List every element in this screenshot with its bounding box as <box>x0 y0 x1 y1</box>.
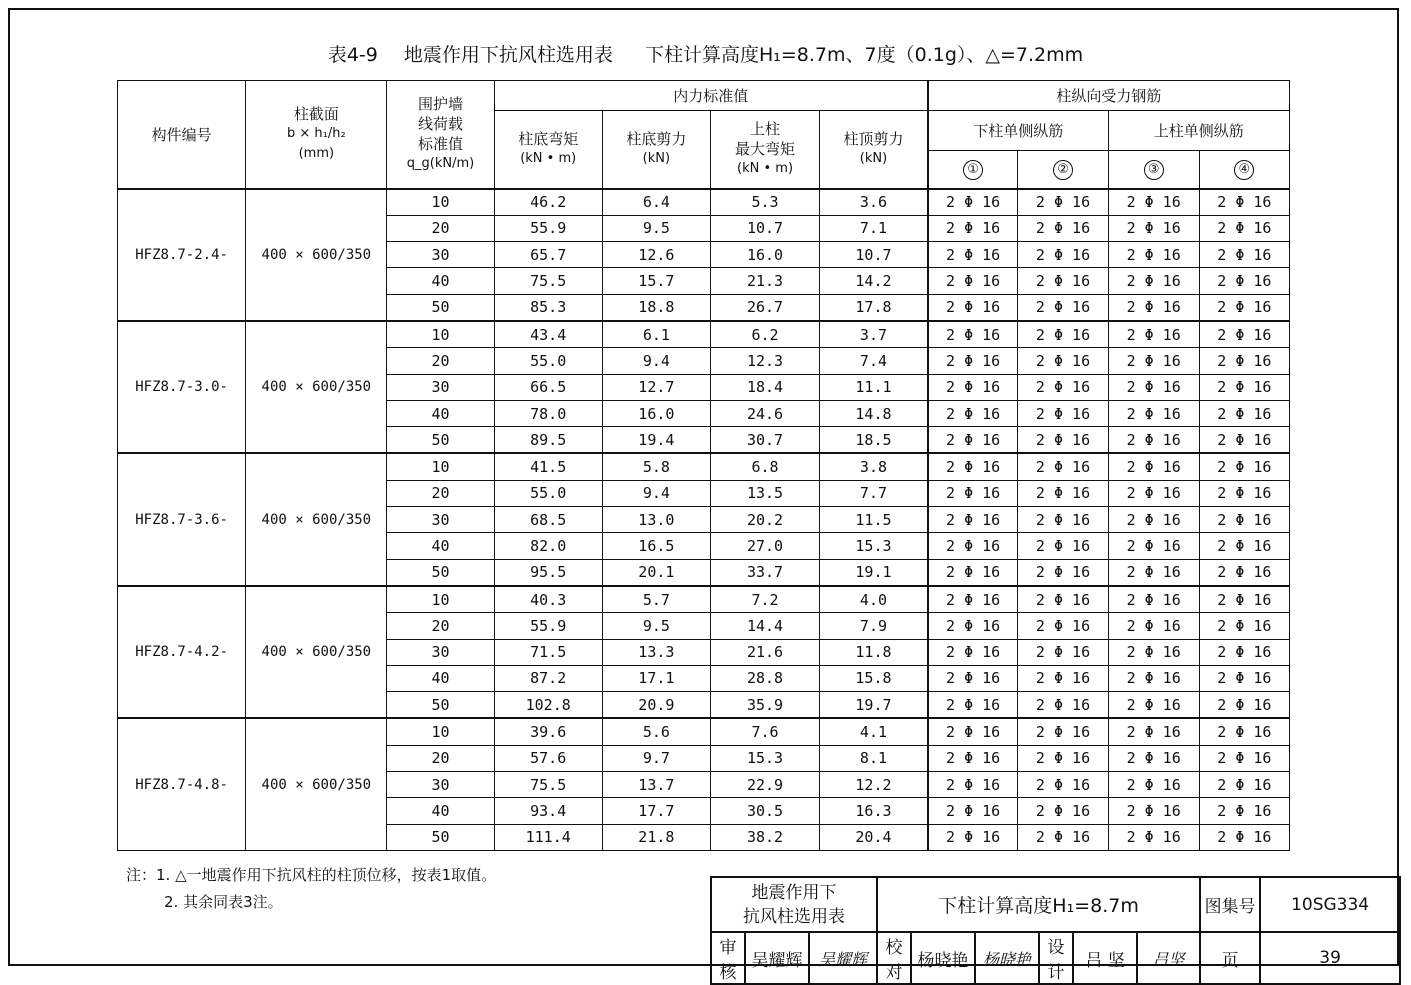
table-row <box>118 586 1290 613</box>
bottom-shear: 18.8 <box>602 294 710 321</box>
wall-load: 30 <box>387 772 494 798</box>
upper-moment: 24.6 <box>710 400 819 426</box>
wall-load: 40 <box>387 268 494 294</box>
rebar-2: 2 Φ 16 <box>1018 824 1108 850</box>
rebar-3: 2 Φ 16 <box>1108 613 1199 639</box>
rebar-4: 2 Φ 16 <box>1199 772 1289 798</box>
top-shear: 3.6 <box>820 189 928 216</box>
upper-moment: 13.5 <box>710 480 819 506</box>
bottom-shear: 13.7 <box>602 772 710 798</box>
bottom-shear: 19.4 <box>602 427 710 454</box>
bottom-moment: 55.9 <box>494 215 602 241</box>
rebar-3: 2 Φ 16 <box>1108 348 1199 374</box>
wall-load: 40 <box>387 533 494 559</box>
column-section: 400 × 600/350 <box>246 453 387 585</box>
upper-moment: 21.3 <box>710 268 819 294</box>
upper-moment: 30.5 <box>710 798 819 824</box>
wall-load: 10 <box>387 321 494 348</box>
rebar-4: 2 Φ 16 <box>1199 559 1289 586</box>
top-shear: 7.7 <box>820 480 928 506</box>
rebar-num-3: ③ <box>1108 151 1199 189</box>
rebar-4: 2 Φ 16 <box>1199 400 1289 426</box>
table-row <box>118 718 1290 745</box>
upper-moment: 33.7 <box>710 559 819 586</box>
top-shear: 7.4 <box>820 348 928 374</box>
rebar-1: 2 Φ 16 <box>928 665 1018 691</box>
bottom-shear: 12.6 <box>602 242 710 268</box>
bottom-shear: 17.1 <box>602 665 710 691</box>
bottom-moment: 78.0 <box>494 400 602 426</box>
bottom-moment: 75.5 <box>494 268 602 294</box>
top-shear: 12.2 <box>820 772 928 798</box>
bottom-shear: 6.1 <box>602 321 710 348</box>
rebar-2: 2 Φ 16 <box>1018 215 1108 241</box>
rebar-1: 2 Φ 16 <box>928 321 1018 348</box>
rebar-4: 2 Φ 16 <box>1199 427 1289 454</box>
rebar-3: 2 Φ 16 <box>1108 268 1199 294</box>
rebar-2: 2 Φ 16 <box>1018 348 1108 374</box>
upper-moment: 35.9 <box>710 692 819 719</box>
rebar-2: 2 Φ 16 <box>1018 692 1108 719</box>
rebar-3: 2 Φ 16 <box>1108 586 1199 613</box>
rebar-num-1: ① <box>928 151 1018 189</box>
rebar-4: 2 Φ 16 <box>1199 294 1289 321</box>
rebar-2: 2 Φ 16 <box>1018 427 1108 454</box>
note-1: 注：1. △一地震作用下抗风柱的柱顶位移，按表1取值。 <box>126 866 497 884</box>
top-shear: 7.1 <box>820 215 928 241</box>
title-block-subject: 下柱计算高度H₁=8.7m <box>877 877 1200 932</box>
rebar-1: 2 Φ 16 <box>928 215 1018 241</box>
rebar-1: 2 Φ 16 <box>928 427 1018 454</box>
bottom-moment: 82.0 <box>494 533 602 559</box>
rebar-3: 2 Φ 16 <box>1108 772 1199 798</box>
upper-moment: 10.7 <box>710 215 819 241</box>
wall-load: 50 <box>387 692 494 719</box>
rebar-4: 2 Φ 16 <box>1199 268 1289 294</box>
table-number: 表4-9 <box>327 44 378 66</box>
design-label: 设计 <box>1039 932 1073 984</box>
rebar-1: 2 Φ 16 <box>928 639 1018 665</box>
bottom-shear: 9.5 <box>602 613 710 639</box>
rebar-4: 2 Φ 16 <box>1199 189 1289 216</box>
bottom-shear: 9.7 <box>602 745 710 771</box>
upper-moment: 7.2 <box>710 586 819 613</box>
reviewer-signature: 吴耀辉 <box>809 932 877 984</box>
rebar-1: 2 Φ 16 <box>928 189 1018 216</box>
rebar-2: 2 Φ 16 <box>1018 559 1108 586</box>
rebar-3: 2 Φ 16 <box>1108 718 1199 745</box>
rebar-2: 2 Φ 16 <box>1018 507 1108 533</box>
wall-load: 10 <box>387 453 494 480</box>
top-shear: 11.8 <box>820 639 928 665</box>
wall-load: 20 <box>387 215 494 241</box>
component-code: HFZ8.7-3.0- <box>118 321 246 453</box>
rebar-4: 2 Φ 16 <box>1199 321 1289 348</box>
top-shear: 20.4 <box>820 824 928 850</box>
header-load: 围护墙 线荷载 标准值 q_g(kN/m) <box>387 81 494 189</box>
component-code: HFZ8.7-3.6- <box>118 453 246 585</box>
bottom-moment: 55.0 <box>494 348 602 374</box>
checker-name: 杨晓艳 <box>911 932 975 984</box>
rebar-1: 2 Φ 16 <box>928 348 1018 374</box>
table-title <box>0 40 1411 67</box>
wall-load: 50 <box>387 294 494 321</box>
header-code: 构件编号 <box>118 81 246 189</box>
wall-load: 20 <box>387 348 494 374</box>
top-shear: 14.2 <box>820 268 928 294</box>
check-label: 校对 <box>877 932 911 984</box>
header-bottom-moment: 柱底弯矩 (kN • m) <box>494 111 602 189</box>
rebar-4: 2 Φ 16 <box>1199 613 1289 639</box>
rebar-4: 2 Φ 16 <box>1199 374 1289 400</box>
rebar-1: 2 Φ 16 <box>928 745 1018 771</box>
upper-moment: 15.3 <box>710 745 819 771</box>
top-shear: 11.1 <box>820 374 928 400</box>
rebar-1: 2 Φ 16 <box>928 507 1018 533</box>
rebar-2: 2 Φ 16 <box>1018 321 1108 348</box>
bottom-shear: 9.4 <box>602 480 710 506</box>
top-shear: 15.3 <box>820 533 928 559</box>
top-shear: 4.0 <box>820 586 928 613</box>
rebar-2: 2 Φ 16 <box>1018 772 1108 798</box>
rebar-2: 2 Φ 16 <box>1018 533 1108 559</box>
bottom-moment: 43.4 <box>494 321 602 348</box>
rebar-4: 2 Φ 16 <box>1199 215 1289 241</box>
bottom-moment: 40.3 <box>494 586 602 613</box>
rebar-2: 2 Φ 16 <box>1018 480 1108 506</box>
rebar-2: 2 Φ 16 <box>1018 453 1108 480</box>
upper-moment: 16.0 <box>710 242 819 268</box>
wall-load: 10 <box>387 718 494 745</box>
bottom-moment: 85.3 <box>494 294 602 321</box>
bottom-shear: 16.0 <box>602 400 710 426</box>
header-upper-moment: 上柱 最大弯矩 (kN • m) <box>710 111 819 189</box>
upper-moment: 5.3 <box>710 189 819 216</box>
rebar-3: 2 Φ 16 <box>1108 745 1199 771</box>
designer-name: 吕 坚 <box>1073 932 1137 984</box>
upper-moment: 18.4 <box>710 374 819 400</box>
rebar-num-2: ② <box>1018 151 1108 189</box>
bottom-shear: 12.7 <box>602 374 710 400</box>
rebar-1: 2 Φ 16 <box>928 824 1018 850</box>
rebar-1: 2 Φ 16 <box>928 772 1018 798</box>
component-code: HFZ8.7-2.4- <box>118 189 246 321</box>
upper-moment: 6.8 <box>710 453 819 480</box>
rebar-1: 2 Φ 16 <box>928 268 1018 294</box>
wall-load: 40 <box>387 798 494 824</box>
rebar-4: 2 Φ 16 <box>1199 692 1289 719</box>
rebar-4: 2 Φ 16 <box>1199 745 1289 771</box>
bottom-moment: 65.7 <box>494 242 602 268</box>
note-2: 2. 其余同表3注。 <box>164 893 283 911</box>
wall-load: 20 <box>387 613 494 639</box>
wall-load: 10 <box>387 586 494 613</box>
top-shear: 10.7 <box>820 242 928 268</box>
table-name: 地震作用下抗风柱选用表 <box>403 44 613 66</box>
rebar-3: 2 Φ 16 <box>1108 798 1199 824</box>
bottom-shear: 20.1 <box>602 559 710 586</box>
rebar-2: 2 Φ 16 <box>1018 400 1108 426</box>
wall-load: 10 <box>387 189 494 216</box>
rebar-2: 2 Φ 16 <box>1018 665 1108 691</box>
bottom-shear: 6.4 <box>602 189 710 216</box>
rebar-3: 2 Φ 16 <box>1108 507 1199 533</box>
bottom-shear: 17.7 <box>602 798 710 824</box>
top-shear: 19.1 <box>820 559 928 586</box>
upper-moment: 7.6 <box>710 718 819 745</box>
rebar-1: 2 Φ 16 <box>928 480 1018 506</box>
rebar-4: 2 Φ 16 <box>1199 533 1289 559</box>
bottom-moment: 89.5 <box>494 427 602 454</box>
rebar-3: 2 Φ 16 <box>1108 480 1199 506</box>
page-number: 39 <box>1260 932 1400 984</box>
rebar-3: 2 Φ 16 <box>1108 639 1199 665</box>
rebar-3: 2 Φ 16 <box>1108 453 1199 480</box>
rebar-1: 2 Φ 16 <box>928 533 1018 559</box>
bottom-moment: 71.5 <box>494 639 602 665</box>
rebar-3: 2 Φ 16 <box>1108 692 1199 719</box>
column-section: 400 × 600/350 <box>246 321 387 453</box>
top-shear: 3.8 <box>820 453 928 480</box>
bottom-shear: 5.8 <box>602 453 710 480</box>
rebar-2: 2 Φ 16 <box>1018 639 1108 665</box>
bottom-moment: 57.6 <box>494 745 602 771</box>
rebar-1: 2 Φ 16 <box>928 453 1018 480</box>
upper-moment: 22.9 <box>710 772 819 798</box>
bottom-moment: 93.4 <box>494 798 602 824</box>
wall-load: 30 <box>387 639 494 665</box>
selection-table <box>117 80 1290 851</box>
rebar-4: 2 Φ 16 <box>1199 824 1289 850</box>
header-rebar-group: 柱纵向受力钢筋 <box>928 81 1290 111</box>
header-top-shear: 柱顶剪力 (kN) <box>820 111 928 189</box>
column-section: 400 × 600/350 <box>246 586 387 718</box>
wall-load: 50 <box>387 559 494 586</box>
rebar-3: 2 Φ 16 <box>1108 189 1199 216</box>
bottom-moment: 102.8 <box>494 692 602 719</box>
rebar-num-4: ④ <box>1199 151 1289 189</box>
upper-moment: 21.6 <box>710 639 819 665</box>
upper-moment: 20.2 <box>710 507 819 533</box>
upper-moment: 14.4 <box>710 613 819 639</box>
bottom-shear: 9.4 <box>602 348 710 374</box>
page-label: 页 <box>1200 932 1260 984</box>
component-code: HFZ8.7-4.2- <box>118 586 246 718</box>
bottom-moment: 55.9 <box>494 613 602 639</box>
table-row <box>118 321 1290 348</box>
atlas-label: 图集号 <box>1200 877 1260 932</box>
title-block <box>710 876 1401 985</box>
table-header <box>118 81 1290 189</box>
rebar-4: 2 Φ 16 <box>1199 586 1289 613</box>
top-shear: 7.9 <box>820 613 928 639</box>
top-shear: 19.7 <box>820 692 928 719</box>
upper-moment: 26.7 <box>710 294 819 321</box>
bottom-shear: 15.7 <box>602 268 710 294</box>
bottom-shear: 20.9 <box>602 692 710 719</box>
bottom-shear: 16.5 <box>602 533 710 559</box>
rebar-4: 2 Φ 16 <box>1199 507 1289 533</box>
rebar-3: 2 Φ 16 <box>1108 400 1199 426</box>
column-section: 400 × 600/350 <box>246 718 387 850</box>
bottom-moment: 41.5 <box>494 453 602 480</box>
rebar-3: 2 Φ 16 <box>1108 427 1199 454</box>
rebar-1: 2 Φ 16 <box>928 798 1018 824</box>
top-shear: 11.5 <box>820 507 928 533</box>
atlas-number: 10SG334 <box>1260 877 1400 932</box>
upper-moment: 27.0 <box>710 533 819 559</box>
notes <box>126 862 496 916</box>
rebar-4: 2 Φ 16 <box>1199 348 1289 374</box>
bottom-moment: 111.4 <box>494 824 602 850</box>
rebar-2: 2 Φ 16 <box>1018 294 1108 321</box>
rebar-2: 2 Φ 16 <box>1018 798 1108 824</box>
rebar-1: 2 Φ 16 <box>928 718 1018 745</box>
bottom-shear: 5.7 <box>602 586 710 613</box>
top-shear: 8.1 <box>820 745 928 771</box>
rebar-2: 2 Φ 16 <box>1018 586 1108 613</box>
wall-load: 20 <box>387 480 494 506</box>
bottom-moment: 46.2 <box>494 189 602 216</box>
wall-load: 30 <box>387 242 494 268</box>
bottom-moment: 75.5 <box>494 772 602 798</box>
wall-load: 40 <box>387 400 494 426</box>
top-shear: 14.8 <box>820 400 928 426</box>
top-shear: 16.3 <box>820 798 928 824</box>
upper-moment: 28.8 <box>710 665 819 691</box>
wall-load: 30 <box>387 374 494 400</box>
checker-signature: 杨晓艳 <box>975 932 1039 984</box>
bottom-moment: 39.6 <box>494 718 602 745</box>
top-shear: 3.7 <box>820 321 928 348</box>
table-row <box>118 453 1290 480</box>
column-section: 400 × 600/350 <box>246 189 387 321</box>
wall-load: 40 <box>387 665 494 691</box>
rebar-2: 2 Φ 16 <box>1018 242 1108 268</box>
rebar-2: 2 Φ 16 <box>1018 189 1108 216</box>
bottom-shear: 13.0 <box>602 507 710 533</box>
bottom-shear: 5.6 <box>602 718 710 745</box>
top-shear: 15.8 <box>820 665 928 691</box>
rebar-4: 2 Φ 16 <box>1199 480 1289 506</box>
rebar-4: 2 Φ 16 <box>1199 718 1289 745</box>
upper-moment: 38.2 <box>710 824 819 850</box>
wall-load: 50 <box>387 427 494 454</box>
header-bottom-shear: 柱底剪力 (kN) <box>602 111 710 189</box>
rebar-4: 2 Φ 16 <box>1199 639 1289 665</box>
upper-moment: 30.7 <box>710 427 819 454</box>
top-shear: 18.5 <box>820 427 928 454</box>
rebar-1: 2 Φ 16 <box>928 692 1018 719</box>
bottom-moment: 55.0 <box>494 480 602 506</box>
component-code: HFZ8.7-4.8- <box>118 718 246 850</box>
header-force-group: 内力标准值 <box>494 81 928 111</box>
table-row <box>118 189 1290 216</box>
rebar-2: 2 Φ 16 <box>1018 268 1108 294</box>
rebar-1: 2 Φ 16 <box>928 586 1018 613</box>
table-condition: 下柱计算高度H₁=8.7m、7度（0.1g）、△=7.2mm <box>644 44 1084 66</box>
bottom-moment: 68.5 <box>494 507 602 533</box>
rebar-1: 2 Φ 16 <box>928 294 1018 321</box>
wall-load: 30 <box>387 507 494 533</box>
upper-moment: 12.3 <box>710 348 819 374</box>
bottom-shear: 9.5 <box>602 215 710 241</box>
upper-moment: 6.2 <box>710 321 819 348</box>
rebar-1: 2 Φ 16 <box>928 242 1018 268</box>
rebar-3: 2 Φ 16 <box>1108 294 1199 321</box>
bottom-moment: 87.2 <box>494 665 602 691</box>
header-upper-rebar: 上柱单侧纵筋 <box>1108 111 1289 151</box>
rebar-3: 2 Φ 16 <box>1108 242 1199 268</box>
top-shear: 17.8 <box>820 294 928 321</box>
review-label: 审核 <box>711 932 745 984</box>
header-section: 柱截面 b × h₁/h₂ (mm) <box>246 81 387 189</box>
reviewer-name: 吴耀辉 <box>745 932 809 984</box>
rebar-3: 2 Φ 16 <box>1108 559 1199 586</box>
top-shear: 4.1 <box>820 718 928 745</box>
bottom-moment: 66.5 <box>494 374 602 400</box>
rebar-1: 2 Φ 16 <box>928 374 1018 400</box>
rebar-2: 2 Φ 16 <box>1018 374 1108 400</box>
header-lower-rebar: 下柱单侧纵筋 <box>928 111 1108 151</box>
rebar-2: 2 Φ 16 <box>1018 613 1108 639</box>
wall-load: 20 <box>387 745 494 771</box>
designer-signature: 吕坚 <box>1137 932 1200 984</box>
title-block-name: 地震作用下 抗风柱选用表 <box>711 877 877 932</box>
rebar-4: 2 Φ 16 <box>1199 242 1289 268</box>
bottom-shear: 21.8 <box>602 824 710 850</box>
rebar-4: 2 Φ 16 <box>1199 453 1289 480</box>
rebar-3: 2 Φ 16 <box>1108 374 1199 400</box>
rebar-1: 2 Φ 16 <box>928 613 1018 639</box>
bottom-shear: 13.3 <box>602 639 710 665</box>
bottom-moment: 95.5 <box>494 559 602 586</box>
rebar-3: 2 Φ 16 <box>1108 665 1199 691</box>
rebar-1: 2 Φ 16 <box>928 559 1018 586</box>
rebar-4: 2 Φ 16 <box>1199 665 1289 691</box>
rebar-1: 2 Φ 16 <box>928 400 1018 426</box>
rebar-2: 2 Φ 16 <box>1018 718 1108 745</box>
rebar-3: 2 Φ 16 <box>1108 533 1199 559</box>
rebar-2: 2 Φ 16 <box>1018 745 1108 771</box>
rebar-3: 2 Φ 16 <box>1108 824 1199 850</box>
table-body <box>118 189 1290 851</box>
rebar-4: 2 Φ 16 <box>1199 798 1289 824</box>
wall-load: 50 <box>387 824 494 850</box>
rebar-3: 2 Φ 16 <box>1108 321 1199 348</box>
rebar-3: 2 Φ 16 <box>1108 215 1199 241</box>
